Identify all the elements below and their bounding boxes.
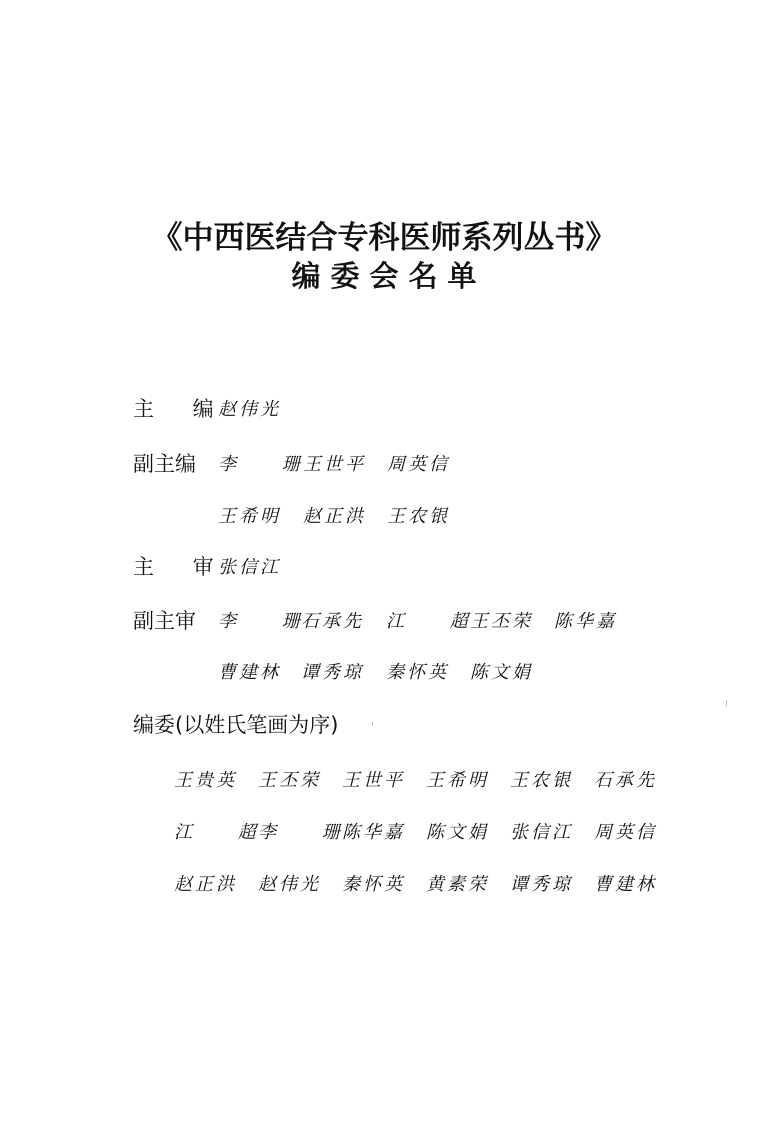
- deputy-editor-name: 周英信: [387, 454, 450, 475]
- committee-member-name: 周英信: [594, 822, 657, 843]
- deputy-editor-name: 王希明: [218, 506, 281, 527]
- committee-member-name: 李 珊: [258, 822, 360, 843]
- deputy-editor-name: 李 珊: [218, 454, 320, 475]
- deputy-reviewer-name: 王丕荣: [470, 611, 533, 632]
- chief-reviewer-label: 主 审: [133, 555, 230, 579]
- deputy-editor-name: 赵正洪: [303, 506, 366, 527]
- scan-speck: [726, 700, 727, 706]
- committee-member-name: 赵伟光: [258, 874, 321, 895]
- committee-member-name: 王希明: [426, 770, 489, 791]
- committee-member-name: 张信江: [510, 822, 573, 843]
- chief-editor-name: 赵伟光: [218, 399, 281, 420]
- committee-member-name: 王丕荣: [258, 770, 321, 791]
- committee-list-heading: 编委会名单: [291, 259, 487, 293]
- committee-member-name: 黄素荣: [426, 874, 489, 895]
- committee-member-name: 王世平: [342, 770, 405, 791]
- deputy-reviewer-name: 江 超: [386, 611, 488, 632]
- deputy-editor-name: 王农银: [387, 506, 450, 527]
- chief-reviewer-name: 张信江: [218, 557, 281, 578]
- deputy-reviewer-name: 石承先: [301, 611, 364, 632]
- deputy-editor-label: 副主编: [133, 452, 196, 476]
- committee-member-name: 陈文娟: [426, 822, 489, 843]
- deputy-reviewer-label: 副主审: [133, 609, 196, 633]
- committee-member-name: 秦怀英: [342, 874, 405, 895]
- committee-member-name: 王贵英: [174, 770, 237, 791]
- deputy-reviewer-name: 谭秀琼: [301, 662, 364, 683]
- deputy-reviewer-name: 陈华嘉: [554, 611, 617, 632]
- committee-member-name: 陈华嘉: [342, 822, 405, 843]
- deputy-reviewer-name: 曹建林: [218, 662, 281, 683]
- deputy-reviewer-name: 陈文娟: [470, 662, 533, 683]
- committee-label: 编委(以姓氏笔画为序): [133, 713, 339, 737]
- committee-member-name: 赵正洪: [174, 874, 237, 895]
- committee-member-name: 江 超: [174, 822, 276, 843]
- committee-member-name: 石承先: [594, 770, 657, 791]
- committee-member-name: 曹建林: [594, 874, 657, 895]
- committee-member-name: 谭秀琼: [510, 874, 573, 895]
- deputy-editor-name: 王世平: [303, 454, 366, 475]
- scan-speck: [372, 722, 373, 725]
- deputy-reviewer-name: 李 珊: [218, 611, 320, 632]
- book-series-title: 《中西医结合专科医师系列丛书》: [151, 220, 617, 256]
- deputy-reviewer-name: 秦怀英: [386, 662, 449, 683]
- chief-editor-label: 主 编: [133, 397, 230, 421]
- committee-member-name: 王农银: [510, 770, 573, 791]
